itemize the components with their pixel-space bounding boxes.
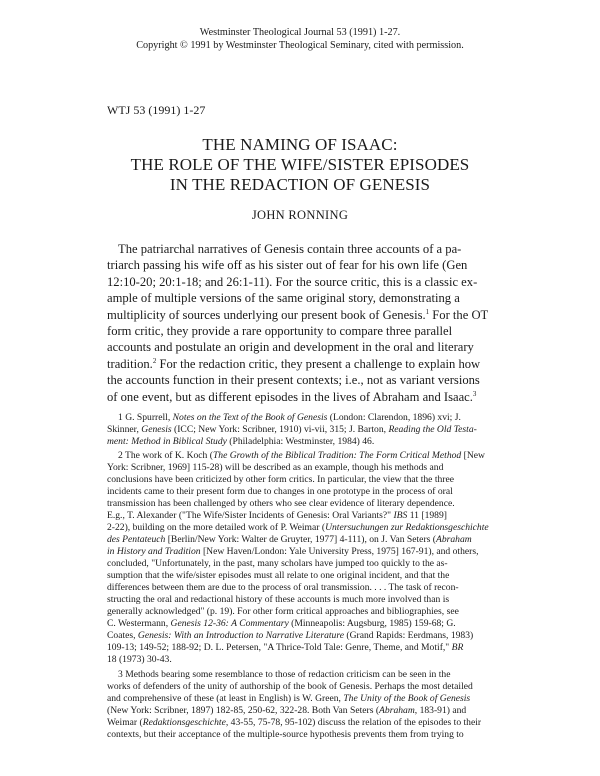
footnote-line: 2-22), building on the more detailed work of P. Weimar (Untersuchungen zur Redaktionsgeschichte	[107, 522, 489, 533]
body-line: 12:10-20; 20:1-18; and 26:1-11). For the source critic, this is a classic ex-	[107, 275, 478, 289]
footnote-line: E.g., T. Alexander ("The Wife/Sister Incidents of Genesis: Oral Variants?" IBS 11 [1989]	[107, 510, 447, 521]
footnote-line: 109-13; 149-52; 188-92; D. L. Petersen, "A Thrice-Told Tale: Genre, Theme, and Motif," BR	[107, 642, 464, 653]
body-line: ample of multiple versions of the same original story, demonstrating a	[107, 291, 460, 305]
footnote-line: contexts, but their acceptance of the multiple-source hypothesis prevents them from trying to	[107, 729, 464, 740]
footnote-mark: 2	[152, 356, 157, 365]
body-line: accounts and postulate an origin and development in the oral and literary	[107, 340, 474, 354]
body-line: the accounts function in their present contexts; i.e., not as variant versions	[107, 373, 480, 387]
footnote-line: sumption that the wife/sister episodes must all relate to one original incident, and that the	[107, 570, 450, 581]
footnote-line: C. Westermann, Genesis 12-36: A Commentary (Minneapolis: Augsburg, 1985) 159-68; G.	[107, 618, 456, 629]
footnote-line: des Pentateuch [Berlin/New York: Walter de Gruyter, 1977] 4-111), on J. Van Seters (Abraham	[107, 534, 472, 545]
footnote-line: (New York: Scribner, 1897) 182-85, 250-62, 322-28. Both Van Seters (Abraham, 183-91) and	[107, 705, 467, 716]
footnote-line: differences between them are due to the process of oral transmission. . . . The task of recon-	[107, 582, 459, 593]
footnote-line: and comprehensive of these (at least in English) is W. Green, The Unity of the Book of Genesis	[107, 693, 471, 704]
footnote-line: ment: Method in Biblical Study (Philadelphia: Westminster, 1984) 46.	[107, 436, 375, 447]
body-line: of one event, but as different episodes in the lives of Abraham and Isaac.$^3$	[107, 389, 477, 404]
footnote-line: 1 G. Spurrell, Notes on the Text of the Book of Genesis (London: Clarendon, 1896) xvi; J.	[118, 412, 461, 423]
footnote-line: 2 The work of K. Koch (The Growth of the Biblical Tradition: The Form Critical Method [New	[118, 450, 485, 461]
footnote-line: transmission has been challenged by others who see clear evidence of literary dependence.	[107, 498, 455, 509]
body-line: tradition.$^2$ For the redaction critic, they present a challenge to explain how	[107, 356, 481, 371]
title-line-2: THE ROLE OF THE WIFE/SISTER EPISODES	[130, 155, 470, 174]
footnote-line: 3 Methods bearing some resemblance to those of redaction criticism can be seen in the	[118, 669, 451, 680]
footnote-line: incidents came to their present form due to changes in one prototype in the process of oral	[107, 486, 453, 497]
citation: WTJ 53 (1991) 1-27	[107, 103, 206, 117]
footnote-line: in History and Tradition [New Haven/London: Yale University Press, 1975] 167-91), and others,	[107, 546, 479, 557]
footnote-mark: 3	[472, 389, 477, 398]
footnote-line: Coates, Genesis: With an Introduction to Narrative Literature (Grand Rapids: Eerdmans, 1983)	[107, 630, 474, 641]
footnote-mark: 1	[425, 307, 430, 316]
footnote-line: Skinner, Genesis (ICC; New York: Scribner, 1910) vi-vii, 315; J. Barton, Reading the Old Testa-	[107, 424, 477, 435]
body-line: multiplicity of sources underlying our present book of Genesis.$^1$ For the OT	[107, 307, 489, 322]
footnote-line: generally acknowledged" (p. 19). For other form critical approaches and bibliographies, see	[107, 606, 459, 617]
title-line-3: IN THE REDACTION OF GENESIS	[169, 175, 431, 194]
footnote-line: conclusions have been criticized by other form critics. In particular, the view that the three	[107, 474, 454, 485]
footnote-line: concluded, "Unfortunately, in the past, many scholars have jumped too quickly to the as-	[107, 558, 448, 569]
footnote-line: structing the oral and redactional history of these accounts is much more involved than is	[107, 594, 450, 605]
body-line: triarch passing his wife off as his sister out of fear for his own life (Gen	[107, 258, 468, 272]
copyright-line: Copyright © 1991 by Westminster Theological Seminary, cited with permission.	[136, 40, 464, 51]
footnote-line: 18 (1973) 30-43.	[107, 654, 172, 665]
footnote-line: works of defenders of the unity of authorship of the book of Genesis. Perhaps the most detailed	[107, 681, 473, 692]
body-line: form critic, they provide a rare opportunity to compare three parallel	[107, 324, 453, 338]
footnote-line: Weimar (Redaktionsgeschichte, 43-55, 75-78, 95-102) discuss the relation of the episodes to their	[107, 717, 482, 728]
title-line-1: THE NAMING OF ISAAC:	[202, 135, 398, 154]
author: JOHN RONNING	[251, 208, 349, 222]
journal-header-line: Westminster Theological Journal 53 (1991) 1-27.	[199, 27, 401, 38]
footnote-line: York: Scribner, 1969] 115-28) will be described as an example, though his methods and	[107, 462, 444, 473]
body-line: The patriarchal narratives of Genesis contain three accounts of a pa-	[118, 242, 462, 256]
